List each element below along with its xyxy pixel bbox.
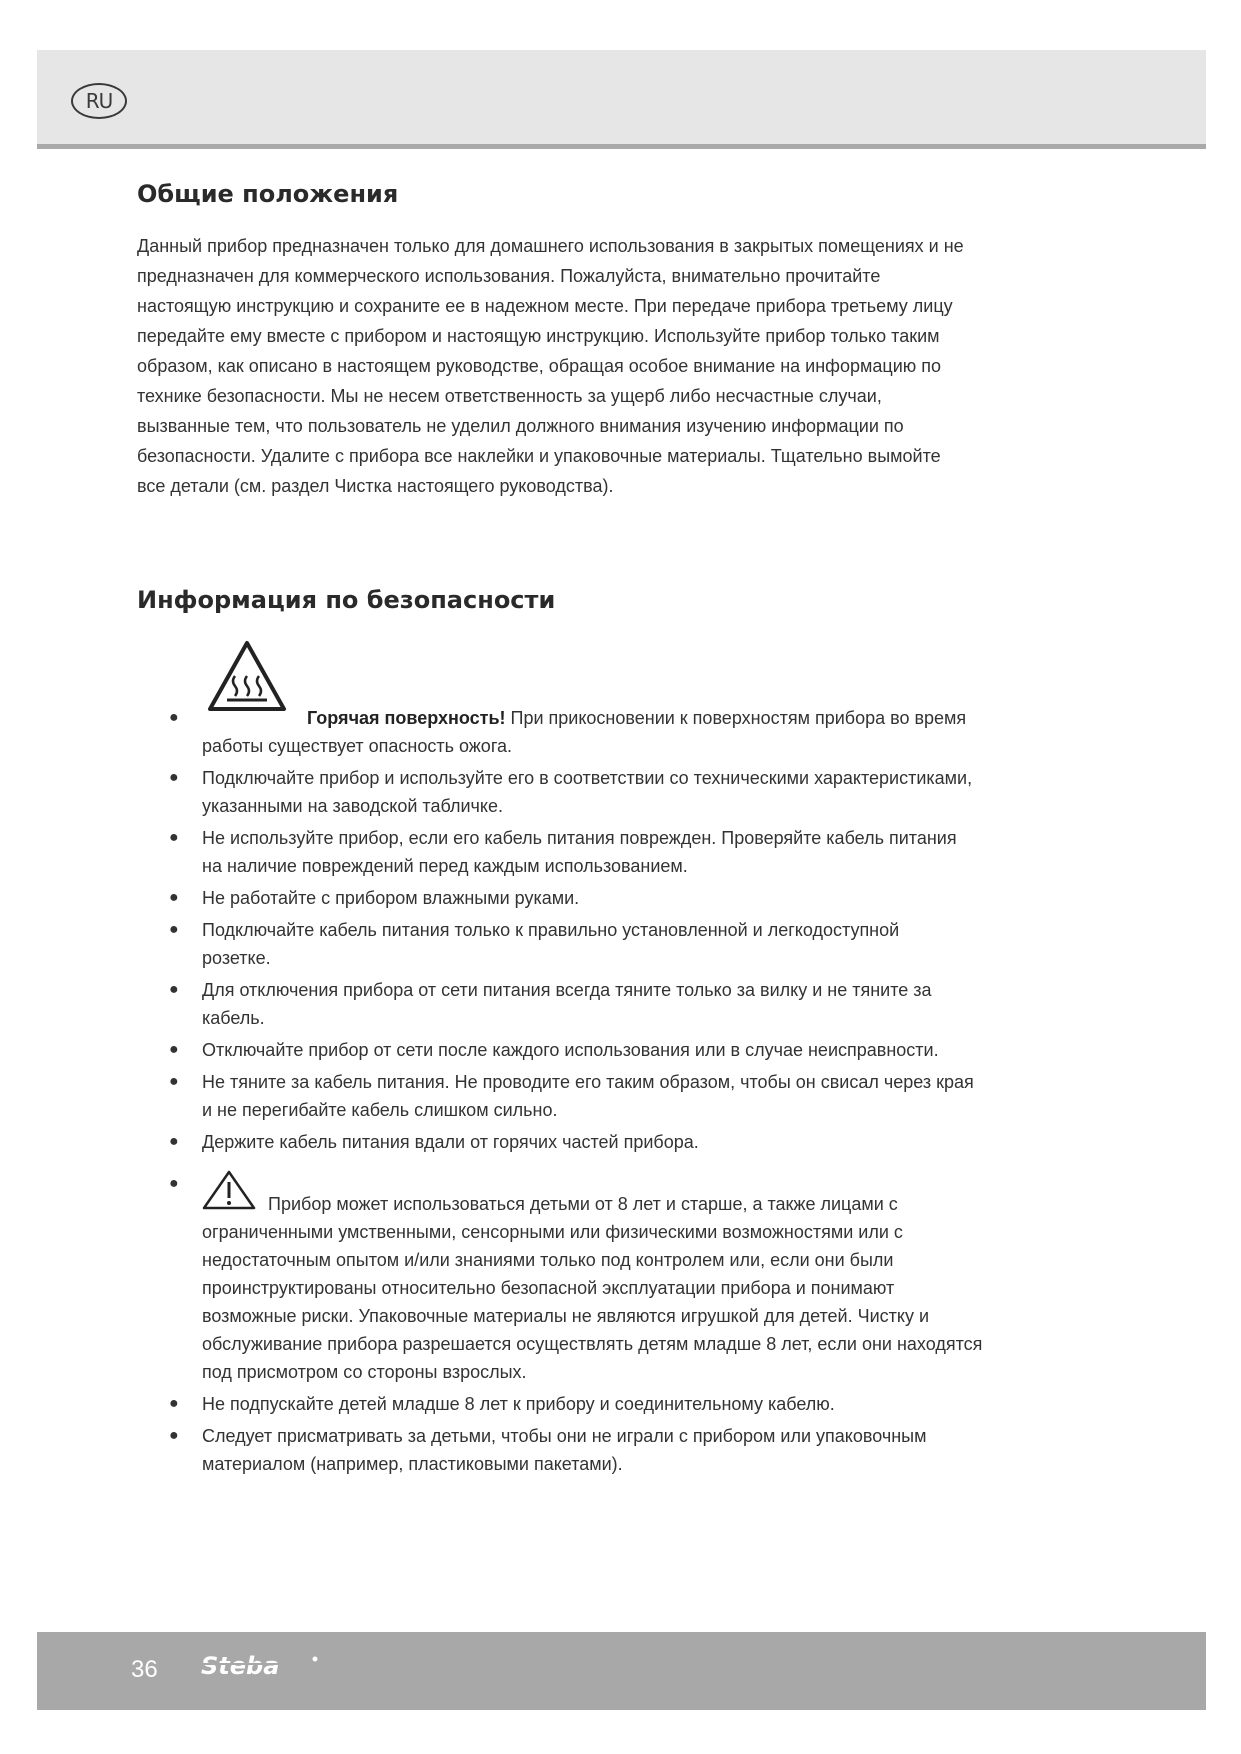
safety-list xyxy=(137,640,1087,1482)
general-line: образом, как описано в настоящем руководстве, обращая особое внимание на информацию по xyxy=(137,356,942,376)
bullet-icon: ● xyxy=(169,889,179,906)
general-line: все детали (см. раздел Чистка настоящего руководства). xyxy=(137,476,614,496)
bullet-icon: ● xyxy=(169,1073,179,1090)
page-number: 36 xyxy=(131,1656,158,1683)
general-line: Данный прибор предназначен только для домашнего использования в закрытых помещениях и не xyxy=(137,236,964,256)
page-content xyxy=(137,180,1077,1474)
safety-title: Информация по безопасности xyxy=(137,586,556,614)
general-line: предназначен для коммерческого использования. Пожалуйста, внимательно прочитайте xyxy=(137,266,881,286)
list-item: ● Отключайте прибор от сети после каждого использования или в случае неисправности. xyxy=(137,1036,1087,1064)
list-item: ● Подключайте кабель питания только к правильно установленной и легкодоступной розетке. xyxy=(137,916,1087,972)
list-item: ● Не используйте прибор, если его кабель питания поврежден. Проверяйте кабель питания на наличие повреждений перед каждым использованием. xyxy=(137,824,1087,880)
children-warning-item: ● Прибор может использоваться детьми от 8 лет и старше, а также лицами с ограниченными умственными, сенсорными или физическими возможностями или с недостаточным опытом и/или знаниями только под контролем или, если они были проинструктированы относительно безопасной эксплуатации прибора и понимают возможные риски. Упаковочные материалы не являются игрушкой для детей. Чистку и обслуживание прибора разрешается осуществлять детям младше 8 лет, если они находятся под присмотром со стороны взрослых. xyxy=(137,1170,1087,1386)
bullet-icon: ● xyxy=(169,1427,179,1444)
list-item: ● Следует присматривать за детьми, чтобы они не играли с прибором или упаковочным материалом (например, пластиковыми пакетами). xyxy=(137,1422,1087,1478)
language-badge: RU xyxy=(71,83,127,119)
bullet-icon: ● xyxy=(169,981,179,998)
hot-surface-icon xyxy=(207,640,287,720)
page-header xyxy=(37,50,1206,149)
general-line: передайте ему вместе с прибором и настоящую инструкцию. Используйте прибор только таким xyxy=(137,326,940,346)
hot-surface-line2: работы существует опасность ожога. xyxy=(202,736,512,756)
list-item: ● Не подпускайте детей младше 8 лет к прибору и соединительному кабелю. xyxy=(137,1390,1087,1418)
general-line: технике безопасности. Мы не несем ответственность за ущерб либо несчастные случаи, xyxy=(137,386,882,406)
hot-surface-item xyxy=(137,640,1087,760)
general-paragraph xyxy=(137,231,1077,501)
general-title: Общие положения xyxy=(137,180,399,208)
general-line: настоящую инструкцию и сохраните ее в надежном месте. При передаче прибора третьему лицу xyxy=(137,296,953,316)
bullet-icon: ● xyxy=(169,769,179,786)
list-item: ● Не тяните за кабель питания. Не проводите его таким образом, чтобы он свисал через края и не перегибайте кабель слишком сильно. xyxy=(137,1068,1087,1124)
bullet-icon: ● xyxy=(169,709,179,726)
bullet-icon: ● xyxy=(169,829,179,846)
bullet-icon: ● xyxy=(169,921,179,938)
steba-logo xyxy=(197,1650,327,1689)
list-item: ● Держите кабель питания вдали от горячих частей прибора. xyxy=(137,1128,1087,1156)
list-item: ● Для отключения прибора от сети питания всегда тяните только за вилку и не тяните за кабель. xyxy=(137,976,1087,1032)
hot-surface-text: При прикосновении к поверхностям прибора во время xyxy=(505,708,967,728)
svg-text:Steba: Steba xyxy=(201,1652,280,1680)
bullet-icon: ● xyxy=(169,1133,179,1150)
bullet-icon: ● xyxy=(169,1175,179,1192)
hot-surface-label: Горячая поверхность! xyxy=(307,708,506,728)
page-footer xyxy=(37,1632,1206,1710)
general-line: безопасности. Удалите с прибора все наклейки и упаковочные материалы. Тщательно вымойте xyxy=(137,446,941,466)
list-item: ● Не работайте с прибором влажными руками. xyxy=(137,884,1087,912)
general-line: вызванные тем, что пользователь не уделил должного внимания изучению информации по xyxy=(137,416,904,436)
list-item: ● Подключайте прибор и используйте его в соответствии со техническими характеристиками, указанными на заводской табличке. xyxy=(137,764,1087,820)
bullet-icon: ● xyxy=(169,1395,179,1412)
bullet-icon: ● xyxy=(169,1041,179,1058)
warning-triangle-icon xyxy=(202,1170,256,1218)
